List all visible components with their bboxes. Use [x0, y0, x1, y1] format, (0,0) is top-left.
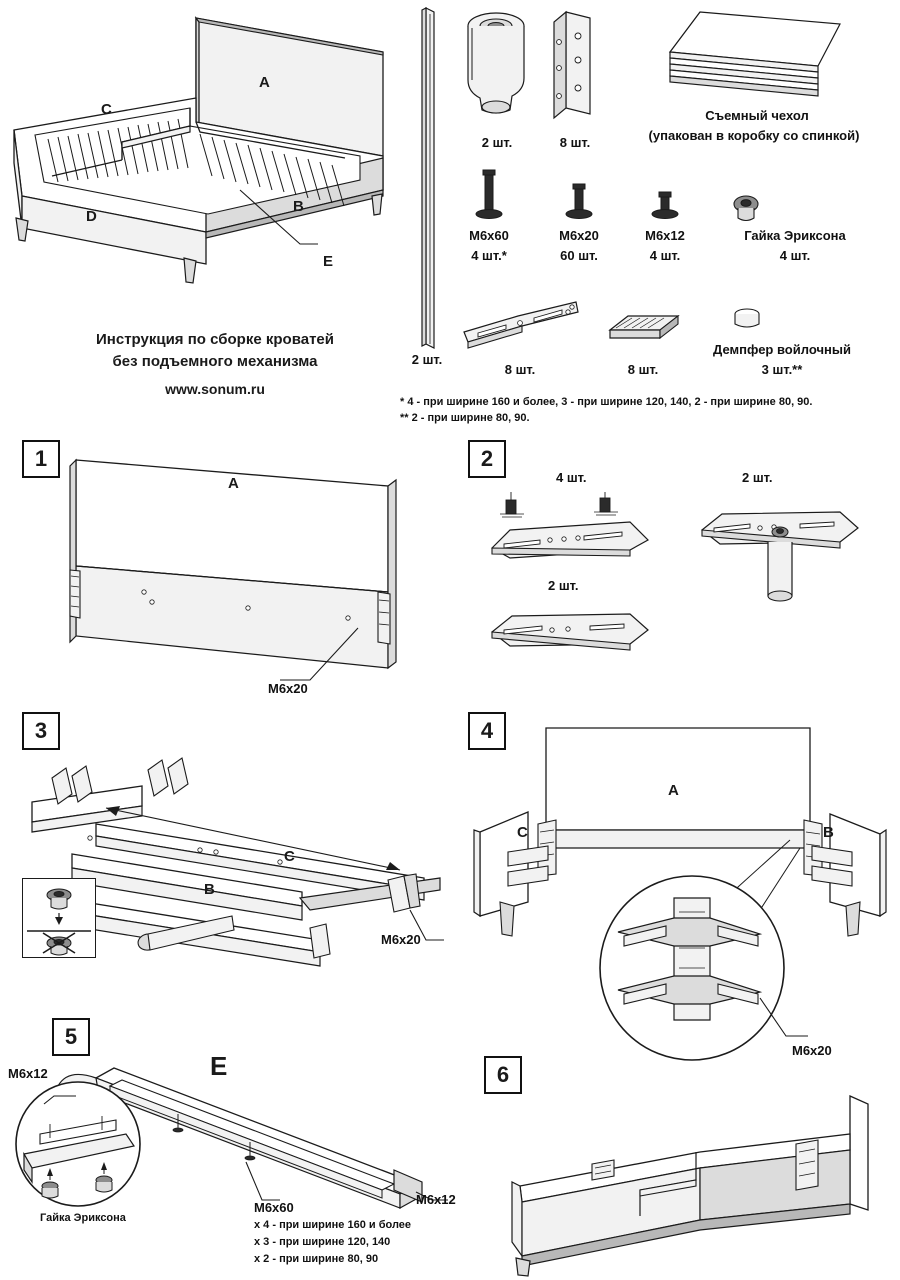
step-1-fastener-label: M6x20 — [268, 681, 308, 696]
website-url: www.sonum.ru — [165, 381, 265, 397]
step-2-assembly-bottom — [480, 600, 660, 666]
felt-damper-part — [722, 302, 772, 338]
step-3-number: 3 — [22, 712, 60, 750]
erikson-nut-part — [716, 190, 776, 226]
leg-qty: 2 шт. — [481, 135, 513, 150]
erikson-nut-qty: 4 шт. — [779, 248, 811, 263]
step-2-qty-top-right: 2 шт. — [742, 470, 773, 485]
step-2-assembly-right — [690, 492, 870, 622]
step-5-label-e: E — [210, 1051, 228, 1081]
document-title-line2: без подъемного механизма — [112, 352, 318, 370]
step-5-detail-magnifier — [6, 1082, 166, 1222]
long-rail-part — [418, 4, 444, 354]
step-5-note-line1: x 4 - при ширине 160 и более — [254, 1219, 412, 1231]
step-1-panel-label: A — [228, 475, 239, 492]
step-3-label-b: B — [204, 881, 215, 898]
document-title — [60, 329, 370, 373]
step-1-number: 1 — [22, 440, 60, 478]
bolt-m6x60-qty: 4 шт.* — [471, 248, 507, 263]
bed-overview-illustration — [0, 0, 420, 320]
cover-note: (упакован в коробку со спинкой) — [648, 128, 860, 143]
step-4-fastener-label: M6x20 — [792, 1043, 832, 1058]
leg-part — [462, 6, 532, 124]
step-3-hint-box — [22, 878, 96, 958]
step-5-fastener-right: M6x12 — [416, 1192, 456, 1207]
bolt-m6x20-qty: 60 шт. — [560, 248, 598, 263]
felt-damper-qty: 3 шт.** — [761, 362, 803, 377]
step-3-fastener-label: M6x20 — [381, 932, 421, 947]
overview-label-b: B — [293, 198, 304, 215]
step-5-fastener-center: M6x60 — [254, 1200, 294, 1215]
bolt-m6x12-part — [640, 190, 690, 224]
step-6-number: 6 — [484, 1056, 522, 1094]
step-4-label-b: B — [823, 824, 834, 841]
bolt-m6x20-label: M6x20 — [559, 228, 599, 243]
parts-footnote-1: * 4 - при ширине 160 и более, 3 - при ширине 120, 140, 2 - при ширине 80, 90. — [400, 396, 813, 408]
bolt-m6x12-qty: 4 шт. — [649, 248, 681, 263]
felt-damper-label: Демпфер войлочный — [713, 342, 851, 357]
flat-bracket-part — [458, 296, 582, 348]
step-5-number: 5 — [52, 1018, 90, 1056]
step-4-label-c: C — [517, 824, 528, 841]
overview-label-e: E — [323, 253, 334, 270]
overview-label-c: C — [101, 101, 112, 118]
bolt-m6x60-label: M6x60 — [469, 228, 509, 243]
corner-bracket-qty: 8 шт. — [559, 135, 591, 150]
long-rail-qty: 2 шт. — [411, 352, 443, 367]
overview-label-d: D — [86, 208, 97, 225]
step-5-fastener-top-left: M6x12 — [8, 1066, 48, 1081]
step-2-qty-top-left: 4 шт. — [556, 470, 587, 485]
step-5-note-line3: x 2 - при ширине 80, 90 — [254, 1253, 379, 1265]
step-2-assembly-left — [480, 492, 660, 572]
flat-bracket-qty: 8 шт. — [504, 362, 536, 377]
bolt-m6x12-label: M6x12 — [645, 228, 685, 243]
step-2-qty-bottom: 2 шт. — [548, 578, 579, 593]
bolt-m6x60-part — [464, 168, 514, 222]
erikson-nut-label: Гайка Эриксона — [744, 228, 846, 243]
step-5-note-line2: x 3 - при ширине 120, 140 — [254, 1236, 391, 1248]
cover-part — [640, 6, 880, 111]
corner-bracket-part — [548, 8, 602, 122]
step-4-number: 4 — [468, 712, 506, 750]
step-5-nut-label: Гайка Эриксона — [40, 1212, 126, 1224]
document-title-line1: Инструкция по сборке кроватей — [96, 331, 334, 348]
step-6-illustration — [500, 1090, 900, 1280]
step-4-illustration — [460, 720, 900, 1060]
overview-label-a: A — [259, 74, 270, 91]
parts-footnote-2: ** 2 - при ширине 80, 90. — [400, 412, 530, 424]
pad-qty: 8 шт. — [627, 362, 659, 377]
bolt-m6x20-part — [554, 182, 604, 222]
step-4-label-a: A — [668, 782, 679, 799]
step-3-label-c: C — [284, 848, 295, 865]
cover-name: Съемный чехол — [705, 108, 809, 123]
step-2-number: 2 — [468, 440, 506, 478]
